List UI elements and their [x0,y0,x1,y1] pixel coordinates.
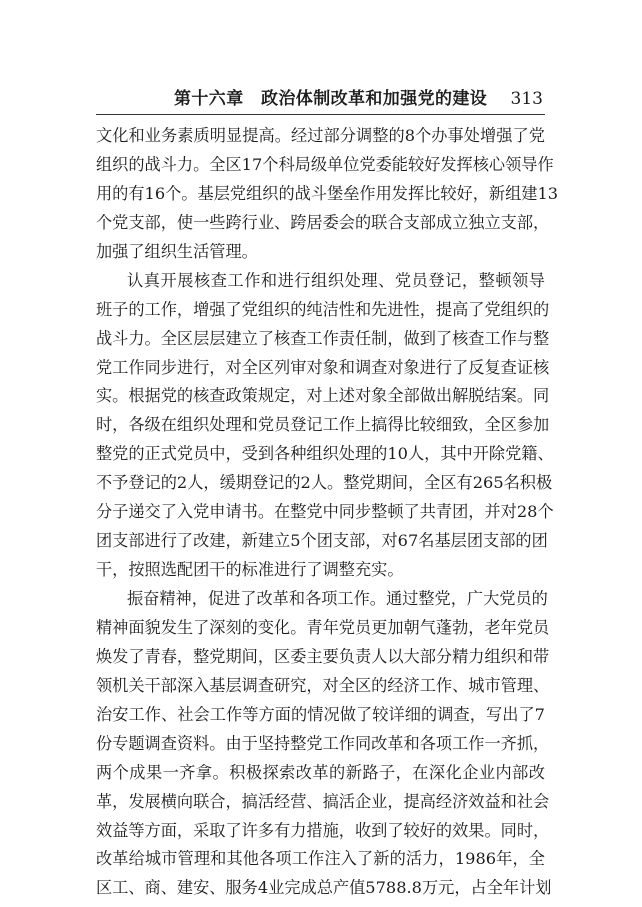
text-line: 革，发展横向联合，搞活经营、搞活企业，提高经济效益和社会 [96,791,550,811]
text-line: 团支部进行了改建，新建立5个团支部，对67名基层团支部的团 [96,531,548,551]
text-line: 战斗力。全区层层建立了核查工作责任制，做到了核查工作与整 [96,328,550,348]
body-text [96,122,559,903]
text-line: 干，按照选配团干的标准进行了调整充实。 [96,560,404,580]
text-line: 加强了组织生活管理。 [96,241,258,261]
text-line: 两个成果一齐拿。积极探索改革的新路子，在深化企业内部改 [96,762,545,782]
text-line: 焕发了青春，整党期间，区委主要负责人以大部分精力组织和带 [96,646,550,666]
text-line: 份专题调查资料。由于坚持整党工作同改革和各项工作一齐抓， [96,733,550,753]
text-line: 用的有16个。基层党组织的战斗堡垒作用发挥比较好，新组建13 [96,183,559,203]
text-line: 党工作同步进行，对全区列审对象和调查对象进行了反复查证核 [96,357,550,377]
text-line: 不予登记的2人，缓期登记的2人。整党期间，全区有265名积极 [96,473,553,493]
page-number: 313 [510,89,543,109]
text-line: 区工、商、建安、服务4业完成总产值5788.8万元，占全年计划 [96,878,552,898]
running-header [96,88,545,115]
text-line: 班子的工作，增强了党组织的纯洁性和先进性，提高了党组织的 [96,299,550,319]
paragraph-first-line: 振奋精神，促进了改革和各项工作。通过整党，广大党员的 [127,589,548,608]
text-line: 分子递交了入党申请书。在整党中同步整顿了共青团，并对28个 [96,502,554,522]
text-line: 治安工作、社会工作等方面的情况做了较详细的调查，写出了7 [96,704,545,724]
text-line: 组织的战斗力。全区17个科局级单位党委能较好发挥核心领导作 [96,154,554,174]
text-line: 个党支部，使一些跨行业、跨居委会的联合支部成立独立支部， [96,212,550,232]
text-line: 文化和业务素质明显提高。经过部分调整的8个办事处增强了党 [96,126,545,145]
text-line: 整党的正式党员中，受到各种组织处理的10人，其中开除党籍、 [96,444,554,464]
paragraph-first-line: 认真开展核查工作和进行组织处理、党员登记，整顿领导 [127,270,545,290]
text-line: 实。根据党的核查政策规定，对上述对象全部做出解脱结案。同 [96,386,550,406]
text-line: 效益等方面，采取了许多有力措施，收到了较好的效果。同时， [96,820,550,840]
text-line: 领机关干部深入基层调查研究，对全区的经济工作、城市管理、 [96,675,550,695]
text-line: 改革给城市管理和其他各项工作注入了新的活力，1986年，全 [96,849,545,869]
text-line: 精神面貌发生了深刻的变化。青年党员更加朝气蓬勃，老年党员 [96,617,550,637]
text-line: 时，各级在组织处理和党员登记工作上搞得比较细致，全区参加 [96,415,550,435]
chapter-title: 第十六章 政治体制改革和加强党的建设 [174,89,488,109]
